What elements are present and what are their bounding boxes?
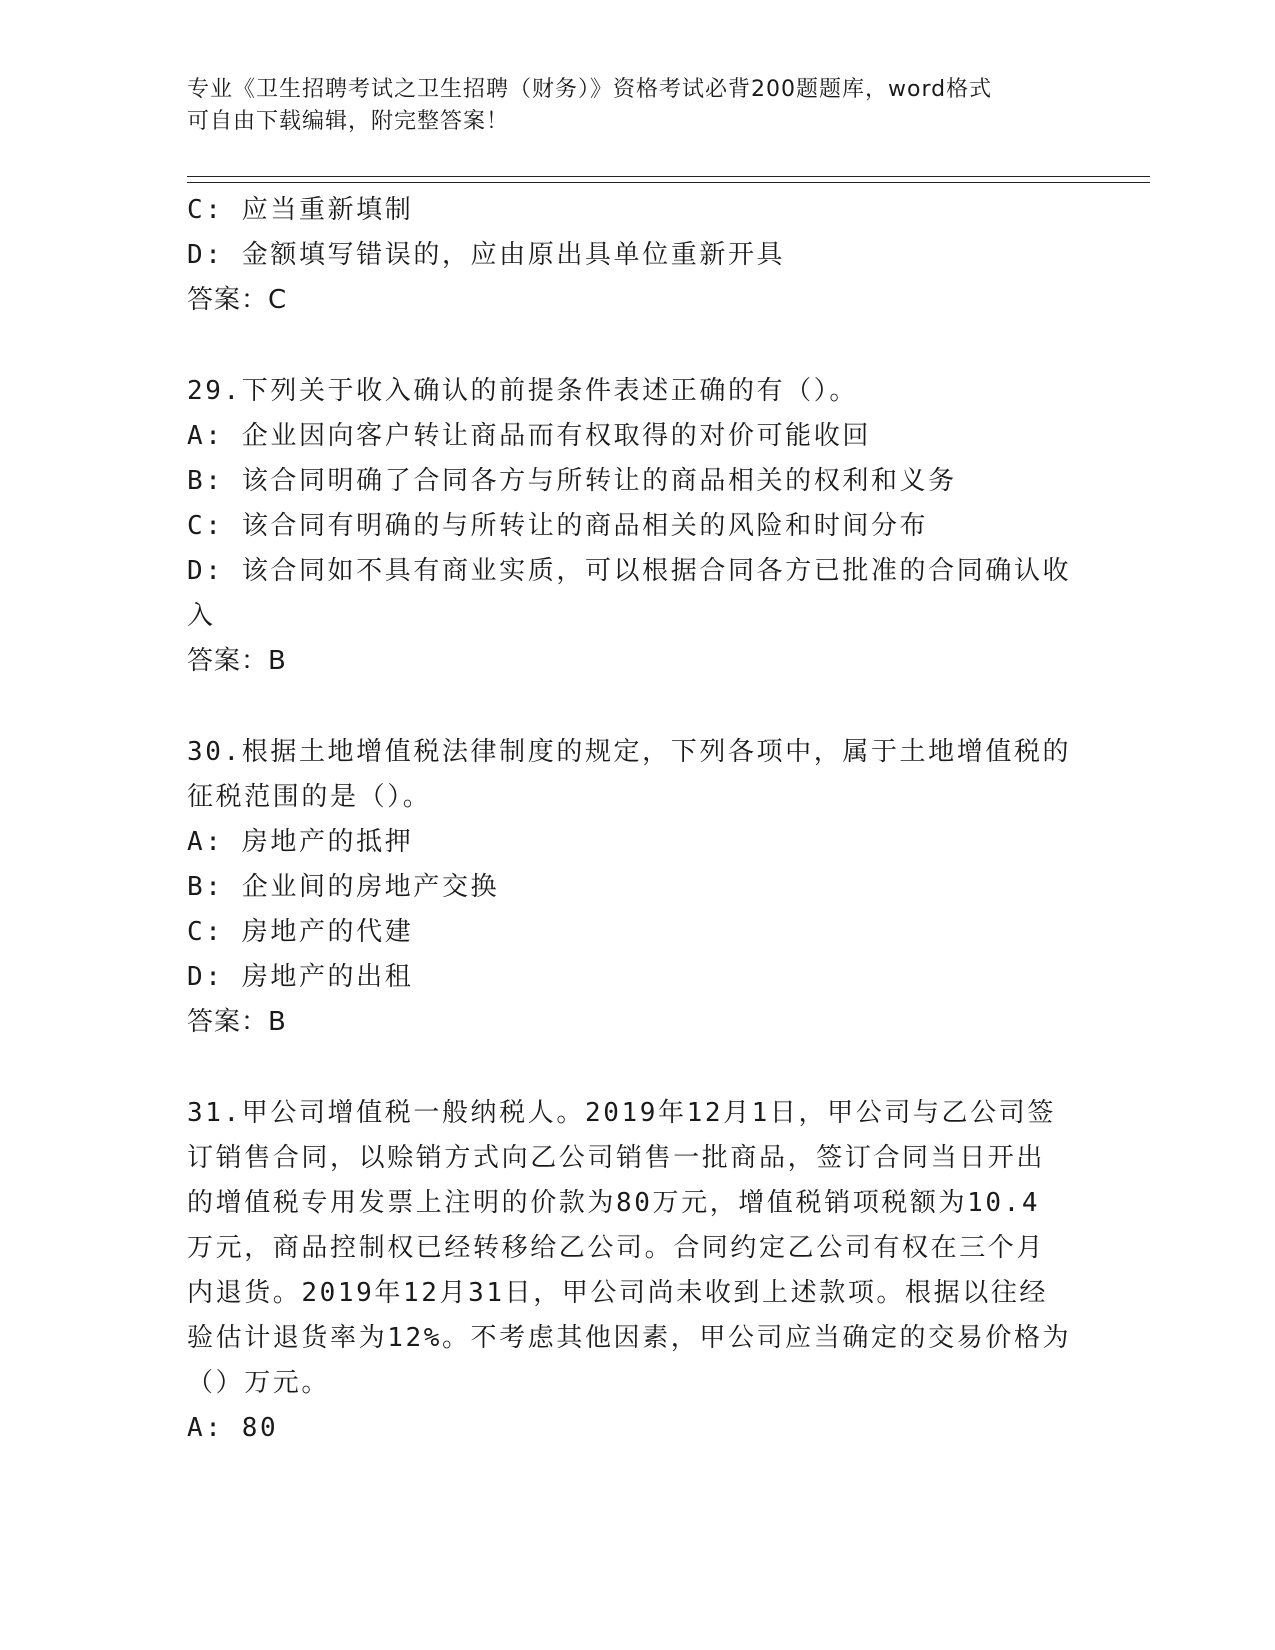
option-a: A: 房地产的抵押 [187, 827, 414, 857]
question-stem: 30.根据土地增值税法律制度的规定，下列各项中，属于土地增值税的 [187, 737, 1072, 767]
question-stem-continued: 订销售合同，以赊销方式向乙公司销售一批商品，签订合同当日开出 [187, 1143, 1046, 1173]
question-stem-continued: 内退货。2019年12月31日，甲公司尚未收到上述款项。根据以往经 [187, 1278, 1049, 1308]
question-31 [187, 1091, 1087, 1451]
question-28-tail [187, 188, 1087, 323]
option-b: B: 该合同明确了合同各方与所转让的商品相关的权利和义务 [187, 466, 957, 496]
option-c: C: 该合同有明确的与所转让的商品相关的风险和时间分布 [187, 511, 929, 541]
question-stem-continued: 的增值税专用发票上注明的价款为80万元，增值税销项税额为10.4 [187, 1188, 1041, 1218]
question-stem-continued: 验估计退货率为12%。不考虑其他因素，甲公司应当确定的交易价格为 [187, 1323, 1072, 1353]
option-d-continued: 入 [187, 601, 216, 631]
spacer [187, 1045, 1087, 1091]
question-stem: 29.下列关于收入确认的前提条件表述正确的有（）。 [187, 376, 858, 406]
spacer [187, 323, 1087, 369]
question-stem-continued: （）万元。 [187, 1368, 331, 1398]
header-divider-top [187, 176, 1150, 177]
option-d: D: 房地产的出租 [187, 962, 414, 992]
option-a: A: 80 [187, 1413, 279, 1443]
question-content [187, 188, 1087, 1451]
question-stem: 31.甲公司增值税一般纳税人。2019年12月1日，甲公司与乙公司签 [187, 1098, 1056, 1128]
option-b: B: 企业间的房地产交换 [187, 872, 500, 902]
document-header [187, 74, 1067, 138]
option-c: C: 房地产的代建 [187, 917, 414, 947]
header-title-line-1: 专业《卫生招聘考试之卫生招聘（财务）》资格考试必背200题题库，word格式 [187, 77, 993, 102]
answer: 答案：C [187, 285, 288, 315]
question-stem-continued: 征税范围的是（）。 [187, 782, 432, 812]
question-stem-continued: 万元，商品控制权已经转移给乙公司。合同约定乙公司有权在三个月 [187, 1233, 1046, 1263]
answer: 答案：B [187, 646, 287, 676]
header-divider-bottom [187, 182, 1150, 183]
option-d: D: 该合同如不具有商业实质，可以根据合同各方已批准的合同确认收 [187, 556, 1072, 586]
option-d: D: 金额填写错误的，应由原出具单位重新开具 [187, 240, 786, 270]
spacer [187, 684, 1087, 730]
question-30 [187, 730, 1087, 1045]
header-title-line-2: 可自由下载编辑，附完整答案！ [187, 109, 510, 134]
option-a: A: 企业因向客户转让商品而有权取得的对价可能收回 [187, 421, 871, 451]
option-c: C: 应当重新填制 [187, 195, 414, 225]
answer: 答案：B [187, 1007, 287, 1037]
question-29 [187, 369, 1087, 684]
